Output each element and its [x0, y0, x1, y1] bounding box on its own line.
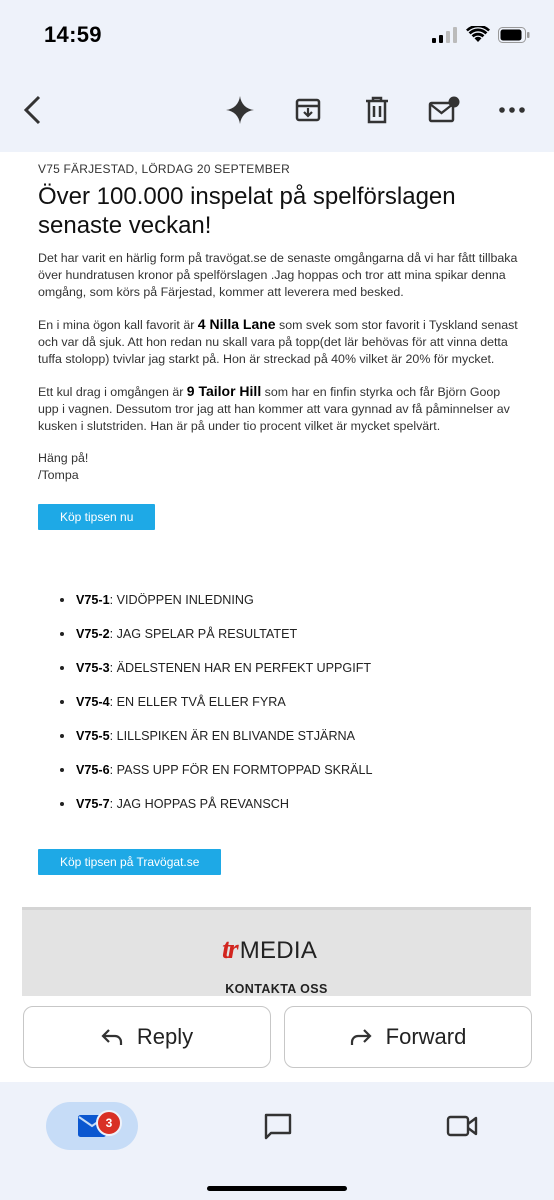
- battery-icon: [498, 27, 530, 43]
- email-footer: [22, 907, 531, 1005]
- signature-name: /Tompa: [38, 468, 79, 482]
- list-item[interactable]: [60, 660, 373, 694]
- paragraph-text: som har en finfin styrka och får Björn Goop upp i vagnen. Dessutom tror jag att han kommer att vara gynnad av få påminnelser av kusken i slutstriden. Han är på under tio procent vilket är mycket spelvärt.: [38, 385, 510, 433]
- email-body: [38, 152, 518, 530]
- back-arrow-icon: [21, 95, 43, 125]
- race-title: : ÄDELSTENEN HAR EN PERFEKT UPPGIFT: [109, 661, 372, 675]
- nav-meet[interactable]: [440, 1102, 484, 1150]
- nav-mail[interactable]: [46, 1102, 138, 1150]
- tips-list: [60, 592, 373, 830]
- race-title: : LILLSPIKEN ÄR EN BLIVANDE STJÄRNA: [109, 729, 356, 743]
- race-title: : JAG SPELAR PÅ RESULTATET: [109, 627, 298, 641]
- forward-icon: [350, 1028, 372, 1046]
- forward-button[interactable]: [284, 1006, 532, 1068]
- race-code: V75-5: [76, 729, 110, 743]
- race-code: V75-4: [76, 695, 110, 709]
- video-icon: [446, 1114, 478, 1138]
- email-supertitle: V75 FÄRJESTAD, LÖRDAG 20 SEPTEMBER: [38, 162, 290, 176]
- more-icon: [499, 106, 525, 114]
- nav-chat[interactable]: [256, 1102, 300, 1150]
- paragraph-intro: Det har varit en härlig form på travögat.se de senaste omgångarna då vi har fått tillbaka över hundratusen kronor på spelförslagen .Jag hoppas och tror att mina spikar denna omgång, som körs på Färjestad, kommer att leverera med besked.: [38, 251, 518, 299]
- bottom-nav: [0, 1082, 554, 1200]
- chat-icon: [263, 1112, 293, 1140]
- status-time: 14:59: [44, 22, 102, 47]
- list-item[interactable]: [60, 796, 373, 830]
- race-code: V75-7: [76, 797, 110, 811]
- paragraph-pick: [38, 383, 518, 435]
- paragraph-favorite: [38, 316, 518, 368]
- signal-icon: [432, 27, 458, 43]
- wifi-icon: [466, 26, 490, 43]
- paragraph-text: Ett kul drag i omgången är: [38, 385, 187, 399]
- list-item[interactable]: [60, 728, 373, 762]
- mark-unread-icon: [428, 96, 460, 124]
- gemini-button[interactable]: [220, 90, 260, 130]
- status-icons: [432, 26, 530, 43]
- horse-name: 9 Tailor Hill: [186, 383, 262, 399]
- home-indicator: [207, 1186, 347, 1191]
- reply-label: Reply: [136, 1024, 194, 1049]
- race-code: V75-1: [76, 593, 110, 607]
- archive-icon: [294, 96, 322, 124]
- race-title: : PASS UPP FÖR EN FORMTOPPAD SKRÄLL: [109, 763, 373, 777]
- sparkle-icon: [226, 96, 254, 124]
- race-title: : EN ELLER TVÅ ELLER FYRA: [109, 695, 286, 709]
- back-button[interactable]: [12, 90, 52, 130]
- trash-icon: [364, 96, 390, 124]
- paragraph-text: En i mina ögon kall favorit är: [38, 318, 198, 332]
- race-code: V75-6: [76, 763, 110, 777]
- tr-media-logo[interactable]: [222, 934, 317, 966]
- list-item[interactable]: [60, 694, 373, 728]
- more-button[interactable]: [492, 90, 532, 130]
- signature-greeting: Häng på!: [38, 451, 89, 465]
- paragraph-text: som svek som stor favorit i Tyskland senast och var då sjuk. Att hon redan nu skall vara på topp(det lär behövas för att vinna detta tuffa stolopp) tvivlar jag starkt på. Hon är streckad på 40% vilket är 20% för mycket.: [38, 318, 518, 366]
- contact-link[interactable]: KONTAKTA OSS: [225, 982, 328, 996]
- action-area: [0, 996, 554, 1082]
- logo-tr: tr: [222, 934, 237, 965]
- list-item[interactable]: [60, 762, 373, 796]
- email-headline: Över 100.000 inspelat på spelförslagen senaste veckan!: [38, 183, 456, 239]
- mark-unread-button[interactable]: [424, 90, 464, 130]
- race-code: V75-3: [76, 661, 110, 675]
- list-item[interactable]: [60, 592, 373, 626]
- status-bar: [0, 0, 554, 70]
- buy-tips-button[interactable]: Köp tipsen nu: [38, 504, 155, 530]
- forward-label: Forward: [385, 1024, 467, 1049]
- archive-button[interactable]: [288, 90, 328, 130]
- reply-button[interactable]: [23, 1006, 271, 1068]
- unread-badge: 3: [96, 1110, 122, 1136]
- reply-icon: [101, 1028, 123, 1046]
- buy-tips-site-button[interactable]: Köp tipsen på Travögat.se: [38, 849, 221, 875]
- email-toolbar: [0, 70, 554, 152]
- race-title: : VIDÖPPEN INLEDNING: [109, 593, 254, 607]
- list-item[interactable]: [60, 626, 373, 660]
- horse-name: 4 Nilla Lane: [197, 316, 276, 332]
- race-title: : JAG HOPPAS PÅ REVANSCH: [109, 797, 289, 811]
- race-code: V75-2: [76, 627, 110, 641]
- delete-button[interactable]: [357, 90, 397, 130]
- signature: [38, 450, 518, 484]
- logo-media: MEDIA: [239, 937, 318, 964]
